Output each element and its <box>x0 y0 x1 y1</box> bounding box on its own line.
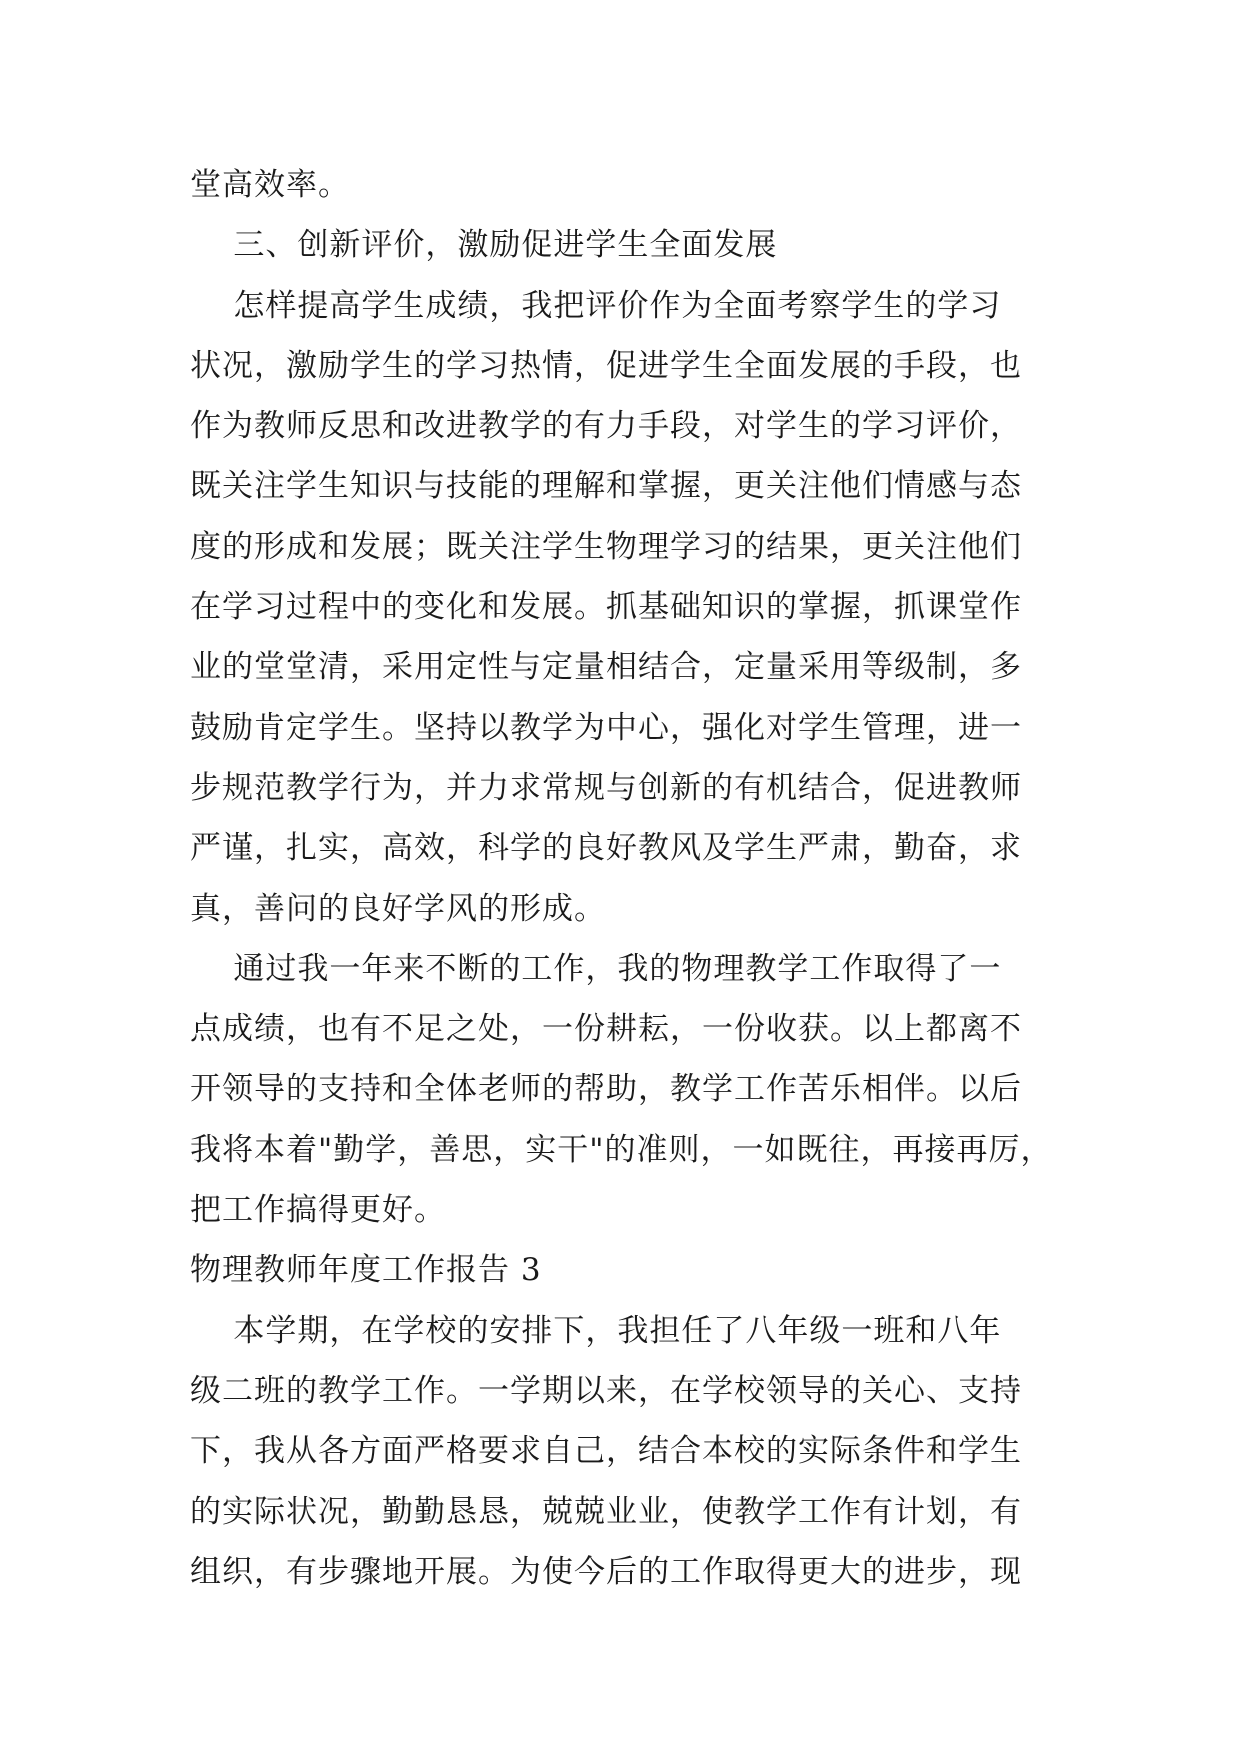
text-line: 点成绩，也有不足之处，一份耕耘，一份收获。以上都离不 <box>190 1011 1022 1048</box>
text-line: 业的堂堂清，采用定性与定量相结合，定量采用等级制，多 <box>190 649 1022 686</box>
text-line: 在学习过程中的变化和发展。抓基础知识的掌握，抓课堂作 <box>190 589 1022 626</box>
report-title: 物理教师年度工作报告 3 <box>190 1252 542 1289</box>
text-line: 把工作搞得更好。 <box>190 1192 446 1229</box>
text-line: 级二班的教学工作。一学期以来，在学校领导的关心、支持 <box>190 1372 1022 1409</box>
text-line: 作为教师反思和改进教学的有力手段，对学生的学习评价， <box>190 408 1022 445</box>
text-line: 下，我从各方面严格要求自己，结合本校的实际条件和学生 <box>190 1433 1022 1470</box>
text-line: 我将本着"勤学，善思，实干"的准则，一如既往，再接再厉， <box>190 1131 1053 1168</box>
text-line: 严谨，扎实，高效，科学的良好教风及学生严肃，勤奋，求 <box>190 830 1022 867</box>
section-heading: 三、创新评价，激励促进学生全面发展 <box>190 227 778 264</box>
text-line: 堂高效率。 <box>190 167 350 203</box>
text-line: 既关注学生知识与技能的理解和掌握，更关注他们情感与态 <box>190 468 1022 505</box>
text-line: 鼓励肯定学生。坚持以教学为中心，强化对学生管理，进一 <box>190 709 1022 746</box>
text-line: 开领导的支持和全体老师的帮助，教学工作苦乐相伴。以后 <box>190 1071 1022 1108</box>
document-body <box>190 155 1070 1602</box>
text-line: 步规范教学行为，并力求常规与创新的有机结合，促进教师 <box>190 769 1022 806</box>
text-line: 状况，激励学生的学习热情，促进学生全面发展的手段，也 <box>190 347 1022 384</box>
text-line: 怎样提高学生成绩，我把评价作为全面考察学生的学习 <box>190 287 1002 324</box>
text-line: 真，善问的良好学风的形成。 <box>190 890 606 927</box>
text-line: 通过我一年来不断的工作，我的物理教学工作取得了一 <box>190 950 1002 987</box>
text-line: 本学期，在学校的安排下，我担任了八年级一班和八年 <box>190 1312 1002 1349</box>
text-line: 的实际状况，勤勤恳恳，兢兢业业，使教学工作有计划，有 <box>190 1493 1022 1530</box>
text-line: 组织，有步骤地开展。为使今后的工作取得更大的进步，现 <box>190 1553 1022 1590</box>
text-line: 度的形成和发展；既关注学生物理学习的结果，更关注他们 <box>190 528 1022 565</box>
